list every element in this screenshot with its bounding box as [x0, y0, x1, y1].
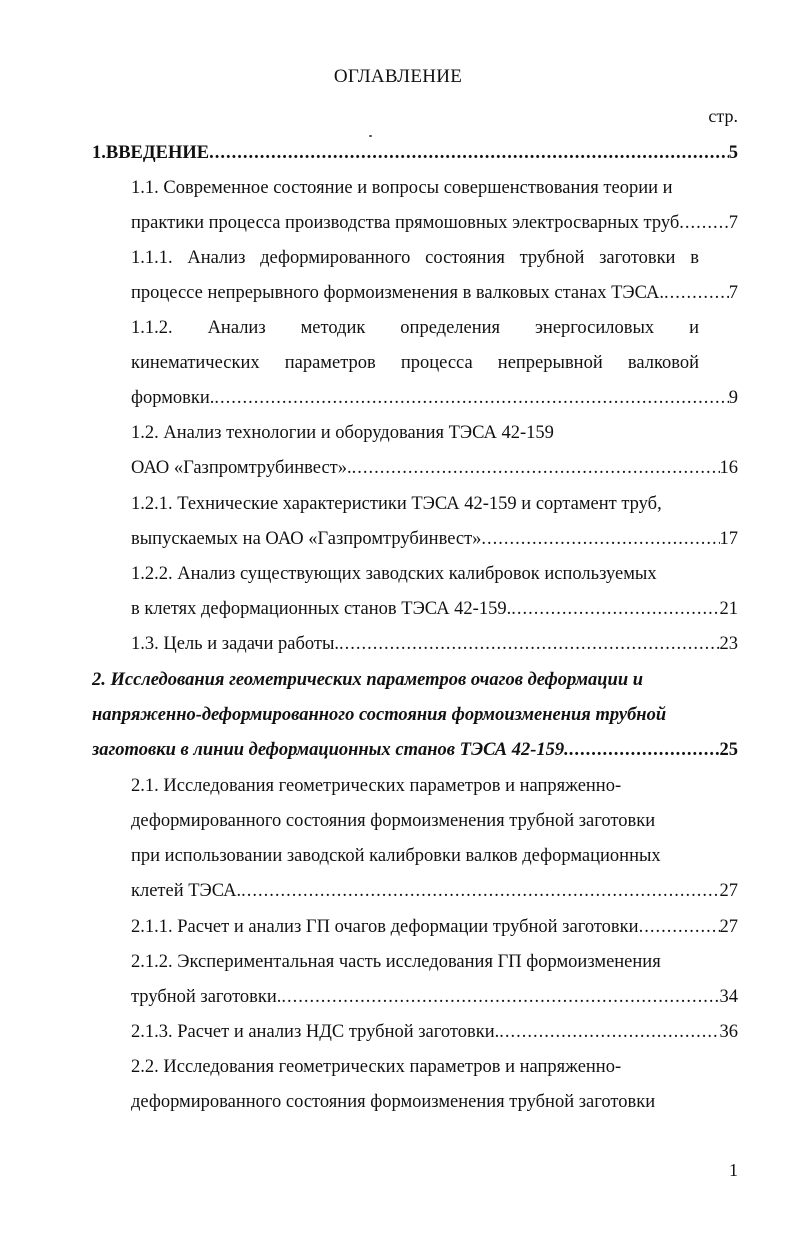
- toc-entry-page: 7: [728, 283, 738, 303]
- toc-entry-page: 27: [719, 917, 738, 937]
- toc-entry-number: 1.: [92, 143, 106, 163]
- toc-entry-text: напряженно-деформированного состояния формоизменения трубной: [92, 705, 667, 725]
- toc-entry-text: деформированного состояния формоизменения трубной заготовки: [131, 1092, 656, 1112]
- toc-entry-text: 1.2. Анализ технологии и оборудования ТЭСА 42-159: [131, 423, 554, 443]
- toc-entry-2-1-cont1: [131, 804, 738, 838]
- toc-entry-text: 2.2. Исследования геометрических параметров и напряженно-: [131, 1057, 622, 1077]
- page-number: 1: [729, 1160, 738, 1180]
- toc-entry-page: 34: [719, 987, 738, 1007]
- page-column-label: стр.: [708, 106, 738, 126]
- page-title: ОГЛАВЛЕНИЕ: [333, 66, 463, 87]
- toc-entry-text: 1.3. Цель и задачи работы.: [131, 634, 340, 654]
- toc-entry-1: [92, 136, 738, 170]
- toc-entry-text: практики процесса производства прямошовных электросварных труб: [131, 213, 680, 233]
- toc-leader-dots: [339, 627, 719, 661]
- toc-entry-text: выпускаемых на ОАО «Газпромтрубинвест»: [131, 529, 482, 549]
- toc-entry-text: процессе непрерывного формоизменения в валковых станах ТЭСА.: [131, 283, 665, 303]
- toc-leader-dots: [214, 381, 728, 415]
- toc-entry-text: деформированного состояния формоизменения трубной заготовки: [131, 811, 656, 831]
- toc-entry-text: 1.2.1. Технические характеристики ТЭСА 42-159 и сортамент труб,: [131, 494, 662, 514]
- toc-entry-1-1-1-cont: [131, 276, 738, 310]
- toc-word: заготовки: [599, 248, 676, 268]
- toc-leader-dots: [511, 592, 719, 626]
- toc-entry-text: 1.2.2. Анализ существующих заводских калибровок используемых: [131, 564, 657, 584]
- toc-entry-1-1: [131, 171, 738, 205]
- toc-entry-text: заготовки в линии деформационных станов ТЭСА 42-159.: [92, 740, 569, 760]
- toc-entry-1-2: [131, 416, 738, 450]
- toc-entry-page: 21: [719, 599, 738, 619]
- toc-word: трубной: [519, 248, 585, 268]
- toc-word: 1.1.2.: [131, 318, 173, 338]
- toc-entry-page: 16: [719, 458, 738, 478]
- toc-entry-page: 36: [719, 1022, 738, 1042]
- toc-entry-1-2-2: [131, 557, 738, 591]
- toc-leader-dots: [209, 136, 729, 170]
- toc-entry-page: 17: [719, 529, 738, 549]
- toc-entry-2-1-1: [131, 910, 738, 944]
- toc-entry-text: ОАО «Газпромтрубинвест».: [131, 458, 352, 478]
- toc-entry-1-3: [131, 627, 738, 661]
- toc-entry-text: 2.1.3. Расчет и анализ НДС трубной заготовки.: [131, 1022, 500, 1042]
- toc-entry-1-1-cont: [131, 206, 738, 240]
- toc-word: Анализ: [207, 318, 266, 338]
- toc-word: процесса: [400, 353, 473, 373]
- toc-word: и: [689, 318, 699, 338]
- toc-leader-dots: [241, 874, 719, 908]
- toc-entry-text: трубной заготовки.: [131, 987, 282, 1007]
- toc-entry-page: 9: [728, 388, 738, 408]
- toc-entry-2-cont: [92, 698, 738, 732]
- toc-entry-text: клетей ТЭСА.: [131, 881, 242, 901]
- toc-leader-dots: [679, 206, 728, 240]
- toc-word: Анализ: [187, 248, 246, 268]
- toc-entry-text: в клетях деформационных станов ТЭСА 42-159.: [131, 599, 512, 619]
- toc-entry-1-2-1-cont: [131, 522, 738, 556]
- toc-entry-text: 1.1. Современное состояние и вопросы совершенствования теории и: [131, 178, 673, 198]
- toc-entry-2-1-end: [131, 874, 738, 908]
- toc-entry-text: при использовании заводской калибровки валков деформационных: [131, 846, 661, 866]
- toc-entry-1-2-2-cont: [131, 592, 738, 626]
- toc-word: деформированного: [260, 248, 411, 268]
- toc-entry-2-1-2: [131, 945, 738, 979]
- toc-word: состояния: [425, 248, 505, 268]
- toc-entry-page: 7: [728, 213, 738, 233]
- toc-entry-2: [92, 663, 738, 697]
- toc-entry-2-1-cont2: [131, 839, 738, 873]
- toc-entry-2-1-3: [131, 1015, 738, 1049]
- toc-entry-1-1-2: [131, 311, 699, 345]
- toc-word: в: [690, 248, 699, 268]
- toc-entry-page: 23: [719, 634, 738, 654]
- toc-entry-2-2-cont: [131, 1085, 738, 1119]
- toc-leader-dots: [281, 980, 719, 1014]
- toc-leader-dots: [664, 276, 729, 310]
- toc-entry-2-end: [92, 733, 738, 767]
- toc-entry-text: формовки.: [131, 388, 215, 408]
- toc-entry-1-1-2-cont: [131, 346, 699, 380]
- toc-entry-text: ВВЕДЕНИЕ: [105, 143, 210, 163]
- toc-entry-page: 25: [719, 740, 738, 760]
- toc-leader-dots: [481, 522, 719, 556]
- toc-word: методик: [300, 318, 366, 338]
- toc-entry-text: 2. Исследования геометрических параметров очагов деформации и: [92, 670, 644, 690]
- toc-word: 1.1.1.: [131, 248, 173, 268]
- toc-entry-1-1-2-end: [131, 381, 738, 415]
- toc-word: непрерывной: [497, 353, 603, 373]
- toc-entry-1-1-1: [131, 241, 699, 275]
- toc-word: параметров: [284, 353, 376, 373]
- toc-leader-dots: [352, 451, 720, 485]
- toc-entry-1-2-cont: [131, 451, 738, 485]
- toc-word: энергосиловых: [534, 318, 655, 338]
- toc-leader-dots: [639, 910, 720, 944]
- toc-word: кинематических: [131, 353, 260, 373]
- toc-word: валковой: [627, 353, 699, 373]
- toc-entry-2-1-2-cont: [131, 980, 738, 1014]
- toc-entry-2-2: [131, 1050, 738, 1084]
- toc-entry-page: 5: [728, 143, 738, 163]
- toc-leader-dots: [499, 1015, 719, 1049]
- toc-entry-1-2-1: [131, 487, 738, 521]
- toc-word: определения: [400, 318, 501, 338]
- toc-leader-dots: [569, 733, 720, 767]
- toc-entry-text: 2.1. Исследования геометрических параметров и напряженно-: [131, 776, 622, 796]
- toc-entry-text: 2.1.1. Расчет и анализ ГП очагов деформации трубной заготовки: [131, 917, 639, 937]
- toc-entry-page: 27: [719, 881, 738, 901]
- toc-entry-text: 2.1.2. Экспериментальная часть исследования ГП формоизменения: [131, 952, 661, 972]
- toc-entry-2-1: [131, 769, 738, 803]
